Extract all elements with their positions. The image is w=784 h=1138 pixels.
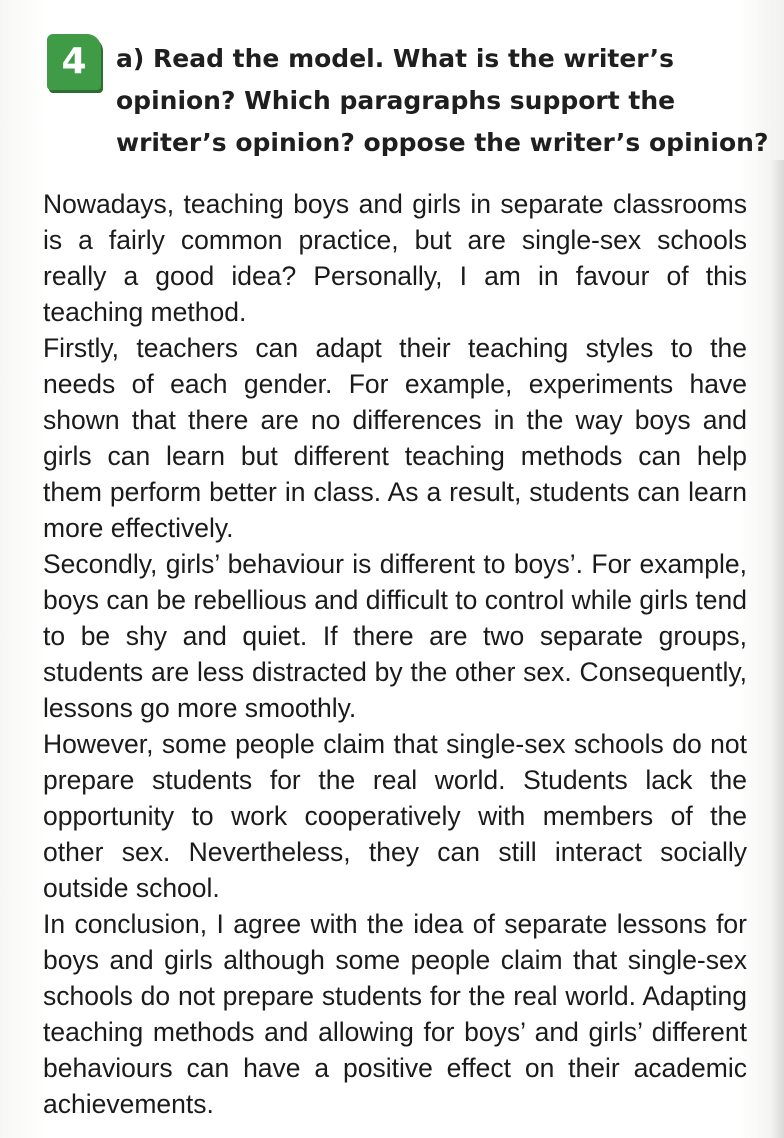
essay-line: students are less distracted by the other sex. Consequently, [43, 657, 747, 687]
essay-line: teaching methods and allowing for boys’ and girls’ different [43, 1017, 747, 1047]
essay-line: to be shy and quiet. If there are two separate groups, [43, 621, 747, 651]
essay-line: opportunity to work cooperatively with members of the [43, 801, 747, 831]
essay-line: them perform better in class. As a result, students can learn [43, 477, 747, 507]
exercise-number: 4 [61, 41, 87, 82]
essay-line: teaching method. [43, 297, 247, 327]
essay-line: schools do not prepare students for the real world. Adapting [43, 981, 747, 1011]
essay-line: Secondly, girls’ behaviour is different to boys’. For example, [43, 549, 747, 579]
essay-line: girls can learn but different teaching methods can help [43, 441, 747, 471]
essay-line: other sex. Nevertheless, they can still interact socially [43, 837, 747, 867]
instruction-line: opinion? Which paragraphs support the [116, 86, 676, 115]
essay-line: In conclusion, I agree with the idea of separate lessons for [43, 909, 747, 939]
essay-line: lessons go more smoothly. [43, 693, 357, 723]
essay-paragraph-conclusion [43, 906, 747, 1122]
model-essay [43, 186, 747, 1122]
essay-line: is a fairly common practice, but are single-sex schools [43, 225, 747, 255]
instruction-line: a) Read the model. What is the writer’s [116, 44, 675, 73]
essay-line: prepare students for the real world. Students lack the [43, 765, 747, 795]
essay-paragraph-firstly [43, 330, 747, 546]
essay-paragraph-secondly [43, 546, 747, 726]
instruction-line: writer’s opinion? oppose the writer’s opinion? [116, 128, 769, 157]
exercise-instruction [116, 38, 784, 164]
essay-line: needs of each gender. For example, experiments have [43, 369, 747, 399]
essay-line: behaviours can have a positive effect on their academic [43, 1053, 747, 1083]
essay-paragraph-however [43, 726, 747, 906]
essay-line: However, some people claim that single-sex schools do not [43, 729, 747, 759]
essay-line: shown that there are no differences in the way boys and [43, 405, 747, 435]
essay-line: really a good idea? Personally, I am in favour of this [43, 261, 747, 291]
essay-line: boys and girls although some people claim that single-sex [43, 945, 747, 975]
essay-line: Firstly, teachers can adapt their teaching styles to the [43, 333, 747, 363]
essay-paragraph-introduction [43, 186, 747, 330]
essay-line: outside school. [43, 873, 220, 903]
essay-line: achievements. [43, 1089, 214, 1119]
page-edge-shadow [770, 160, 784, 1138]
exercise-number-badge [47, 34, 101, 90]
essay-line: Nowadays, teaching boys and girls in separate classrooms [43, 189, 747, 219]
essay-line: more effectively. [43, 513, 234, 543]
essay-line: boys can be rebellious and difficult to control while girls tend [43, 585, 747, 615]
